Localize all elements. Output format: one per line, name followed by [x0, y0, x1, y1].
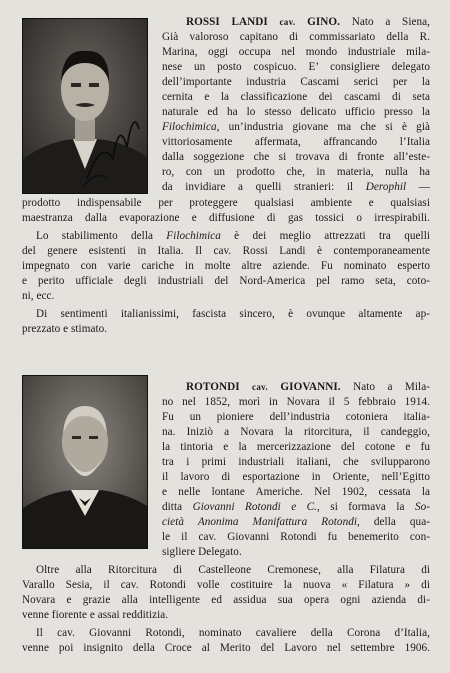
text-line — [22, 578, 430, 593]
text-run: Varallo Sesia, il cav. Rotondi volle costituire la nuova « Filatura » di — [22, 579, 430, 591]
text-run: , un’industria giovane ma che si è già — [216, 121, 430, 133]
portrait-photo-rotondi — [22, 375, 148, 549]
text-line — [162, 150, 430, 165]
text-run: cav. — [279, 17, 296, 27]
text-line — [162, 530, 430, 545]
text-run: Novara e grazie alla intelligente ed assidua sua opera ogni azienda di- — [22, 594, 430, 606]
text-line — [22, 641, 430, 656]
text-run: Filochimica — [166, 230, 221, 242]
text-run: cernita e la classificazione dei cascami di seta — [162, 91, 430, 103]
text-run: Nato a Mila- — [340, 381, 430, 393]
text-run: Giovanni Rotondi e C. — [192, 501, 318, 513]
text-run: Derophil — [365, 181, 407, 193]
text-run: maestranza dalla evaporazione e diffusione di gas tossici o irrespirabili. — [22, 212, 430, 224]
text-run: sigliere Delegato. — [162, 546, 242, 558]
text-run: ro, con un prodotto che, in materia, nulla ha — [162, 166, 430, 178]
text-line — [162, 45, 430, 60]
text-line — [162, 75, 430, 90]
text-run: Marina, oggi occupa nel mondo industriale mila- — [162, 46, 430, 58]
text-line — [22, 244, 430, 259]
text-run: tra i primi industriali italiani, che svilupparono — [162, 456, 430, 468]
text-run: ROTONDI — [186, 381, 253, 393]
text-line — [162, 120, 430, 135]
text-run: è dei meglio attrezzati tra quelli — [220, 230, 431, 242]
text-run: il lavoro di esportazione in Oriente, nell’Egitto — [162, 471, 430, 483]
text-run: na. Iniziò a Novara la ritorcitura, il candeggio, — [162, 426, 430, 438]
text-line — [36, 563, 430, 578]
text-line — [22, 274, 430, 289]
text-run: da invidiare a quelli stranieri: il — [162, 181, 366, 193]
text-line — [162, 440, 430, 455]
text-line — [162, 180, 430, 195]
text-run: le il cav. Giovanni Rotondi fu benemerito con- — [162, 531, 430, 543]
text-line — [22, 322, 142, 337]
text-line — [36, 229, 430, 244]
text-line — [162, 410, 430, 425]
text-run: GIOVANNI. — [267, 381, 341, 393]
text-run: Oltre alla Ritorcitura di Castelleone Cremonese, alla Filatura di — [36, 564, 430, 576]
text-run: cav. — [252, 382, 268, 392]
text-line — [162, 90, 430, 105]
portrait-photo-rossi-landi — [22, 18, 148, 194]
text-line — [22, 211, 430, 226]
text-run: GINO. — [295, 16, 341, 28]
text-run: ditta — [162, 501, 193, 513]
text-run: impegnato con varie cariche in molte altre aziende. Fu nominato esperto — [22, 260, 430, 272]
text-run: e nelle lontane Americhe. Nel 1902, cessata la — [162, 486, 430, 498]
text-line — [22, 259, 430, 274]
text-run: Già valoroso capitano di commissariato della R. — [162, 31, 430, 43]
text-run: , si formava la — [317, 501, 415, 513]
text-run: e perito ufficiale degli industriali del Nord-America pel ramo seta, coto- — [22, 275, 430, 287]
portrait-image — [23, 19, 147, 193]
text-line — [162, 395, 430, 410]
text-run: Fu un pioniere dell’industria cotoniera italia- — [162, 411, 430, 423]
text-run: venne poi insignito della Croce al Merito del Lavoro nel settembre 1906. — [22, 642, 430, 654]
text-run: Il cav. Giovanni Rotondi, nominato cavaliere della Corona d’Italia, — [36, 627, 430, 639]
portrait-image — [23, 376, 147, 548]
text-line — [162, 470, 430, 485]
text-run: , della qua- — [357, 516, 430, 528]
text-run: Di sentimenti italianissimi, fascista sincero, è ovunque altamente ap- — [36, 308, 430, 320]
text-run: naturale ed ha lo stesso delicato ufficio presso la — [162, 106, 430, 118]
text-line — [162, 165, 430, 180]
text-run: Lo stabilimento della — [36, 230, 167, 242]
text-line — [186, 380, 430, 395]
text-run: ni, ecc. — [22, 290, 55, 302]
text-run: cietà Anonima Manifattura Rotondi — [162, 516, 358, 528]
text-line — [36, 307, 430, 322]
text-run: nese un posto cospicuo. E’ consigliere delegato — [162, 61, 430, 73]
text-line — [162, 515, 430, 530]
text-line — [36, 626, 430, 641]
text-line — [22, 289, 82, 304]
text-line — [162, 455, 430, 470]
text-line — [22, 608, 222, 623]
text-line — [162, 425, 430, 440]
text-run: la tintoria e la mercerizzazione del cotone e fu — [162, 441, 430, 453]
text-run: — — [406, 181, 430, 193]
text-line — [162, 30, 430, 45]
text-line — [162, 135, 430, 150]
text-run: dalla soggezione che si trovava di fronte all’este- — [162, 151, 430, 163]
text-run: del genere esistenti in Italia. Il cav. Rossi Landi è contemporaneamente — [22, 245, 430, 257]
text-line — [162, 500, 430, 515]
text-line — [22, 196, 430, 211]
text-run: prodotto indispensabile per proteggere qualsiasi ambiente e qualsiasi — [22, 197, 430, 209]
text-line — [162, 60, 430, 75]
text-run: Filochimica — [162, 121, 217, 133]
text-line — [186, 15, 430, 30]
text-line — [162, 485, 430, 500]
text-run: prezzato e stimato. — [22, 323, 108, 335]
text-line — [162, 105, 430, 120]
text-line — [22, 593, 430, 608]
text-run: Nato a Siena, — [340, 16, 430, 28]
text-run: dell’importante industria Cascami serici per la — [162, 76, 430, 88]
text-run: ROSSI LANDI — [186, 16, 280, 28]
text-run: no nel 1852, morì in Novara il 5 febbraio 1914. — [162, 396, 430, 408]
text-run: venne fiorente e assai redditizia. — [22, 609, 169, 621]
text-line — [162, 545, 282, 560]
text-run: So- — [414, 501, 431, 513]
text-run: vittoriosamente affermata, affrancando l’Italia — [162, 136, 430, 148]
